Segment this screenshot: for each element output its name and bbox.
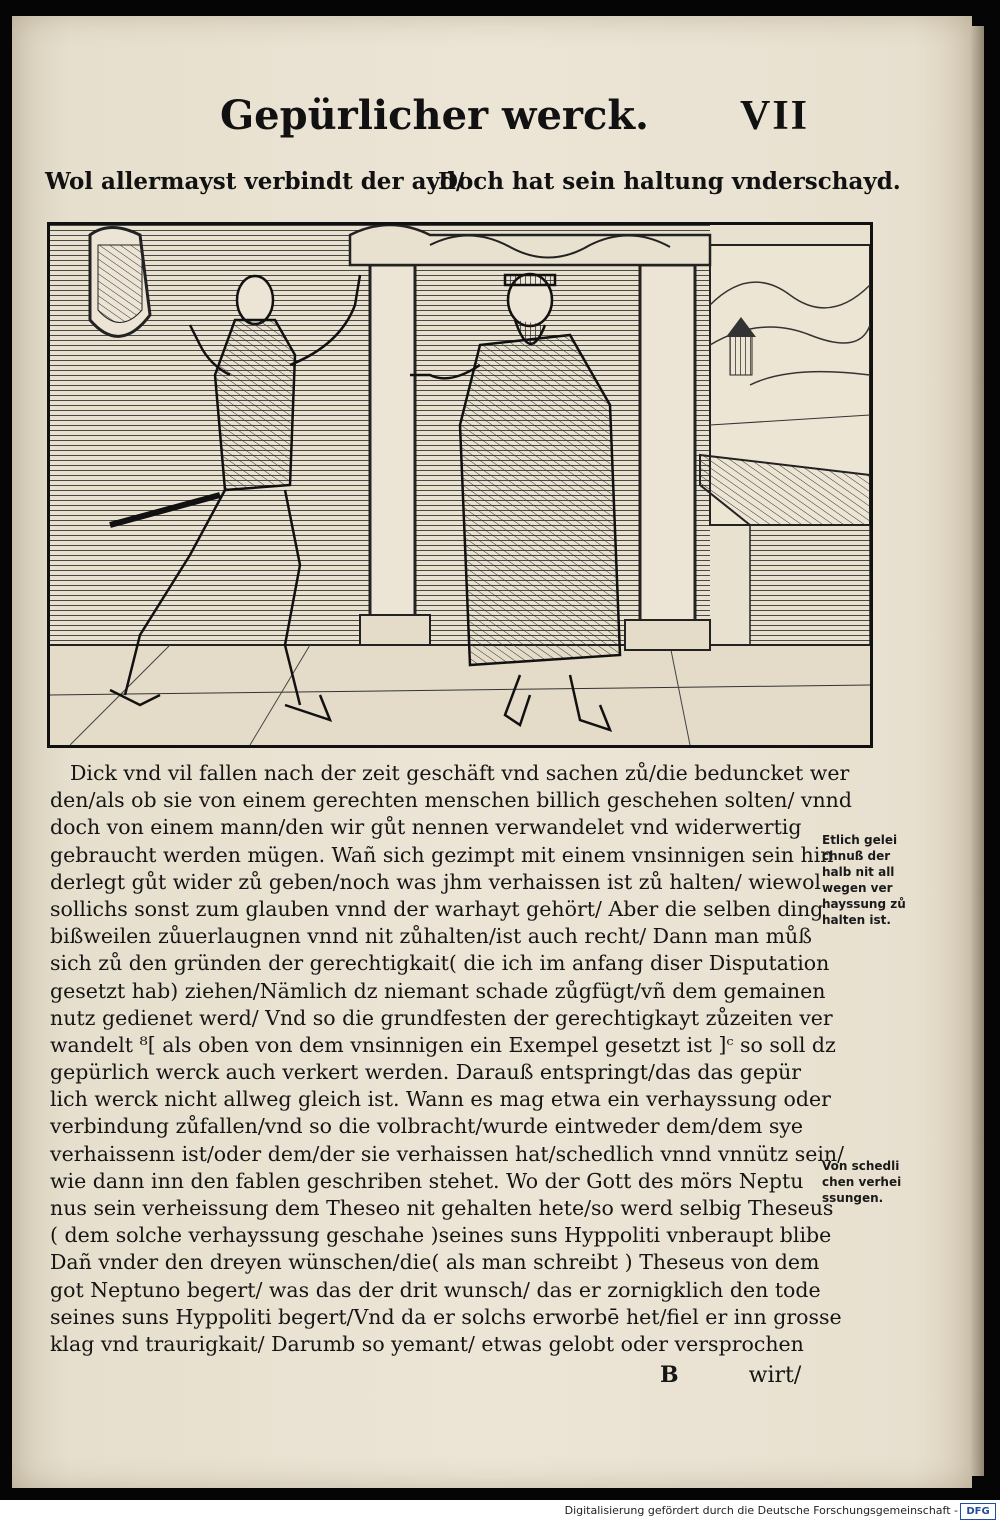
footer-bar <box>0 1500 1000 1523</box>
text-line: seines suns Hyppoliti begert/Vnd da er solchs erworbē het/fiel er inn grosse <box>50 1304 842 1329</box>
text-line: nus sein verheissung dem Theseo nit gehalten hete/so werd selbig Theseus <box>50 1196 834 1220</box>
page-edge <box>970 26 984 1476</box>
text-line: den/als ob sie von einem gerechten menschen billich geschehen solten/ vnnd <box>50 788 853 813</box>
text-line: verhaissenn ist/oder dem/der sie verhaissen hat/schedlich vnnd vnnütz sein/ <box>50 1141 845 1166</box>
marginal-line: Von schedli <box>822 1159 900 1173</box>
marginal-line: wegen ver <box>822 881 893 895</box>
catchword: wirt/ <box>748 1363 802 1388</box>
folio-number: VII <box>740 93 810 139</box>
column-left <box>370 265 415 625</box>
text-line: sollichs sonst zum glauben vnnd der warhayt gehört/ Aber die selben ding <box>50 896 824 921</box>
marginal-line: halten ist. <box>822 913 891 927</box>
catchword-line <box>660 1362 801 1388</box>
column-right <box>640 265 695 645</box>
text-line: gebraucht werden mügen. Wañ sich gezimpt mit einem vnsinnigen sein hin <box>50 842 834 867</box>
text-line: ( dem solche verhayssung geschahe )seines suns Hyppoliti vnberaupt blibe <box>50 1223 832 1248</box>
text-line: got Neptuno begert/ was das der drit wunsch/ das er zornigklich den tode <box>50 1277 821 1302</box>
text-line: sich zů den gründen der gerechtigkait( die ich im anfang diser Disputation <box>50 951 830 976</box>
text-line: derlegt gůt wider zů geben/noch was jhm verhaissen ist zů halten/ wiewol <box>50 869 821 894</box>
text-line: doch von einem mann/den wir gůt nennen verwandelet vnd widerwertig <box>50 815 802 840</box>
funding-credit: Digitalisierung gefördert durch die Deutsche Forschungsgemeinschaft - <box>564 1504 958 1517</box>
text-line: wandelt ⁸[ als oben von dem vnsinnigen ein Exempel gesetzt ist ]ᶜ so soll dz <box>50 1032 836 1057</box>
text-line: nutz gedienet werd/ Vnd so die grundfesten der gerechtigkayt zůzeiten ver <box>50 1005 833 1030</box>
marginal-line: chnuß der <box>822 849 891 863</box>
text-line: Dick vnd vil fallen nach der zeit geschäft vnd sachen zů/die beduncket wer <box>70 761 850 785</box>
marginal-line: Etlich gelei <box>822 833 898 847</box>
text-line: wie dann inn den fablen geschriben stehet. Wo der Gott des mörs Neptu <box>50 1168 804 1193</box>
marginal-line: ssungen. <box>822 1191 884 1205</box>
marginal-line: halb nit all <box>822 865 895 879</box>
motto-right: Doch hat sein haltung vnderschayd. <box>438 168 901 195</box>
marginal-line: chen verhei <box>822 1175 902 1189</box>
text-line: klag vnd traurigkait/ Darumb so yemant/ etwas gelobt oder versprochen <box>50 1331 804 1356</box>
motto-left: Wol allermayst verbindt der ayd/ <box>45 168 465 195</box>
marginal-note-1 <box>822 832 942 928</box>
text-line: gesetzt hab) ziehen/Nämlich dz niemant schade zůgfügt/vñ dem gemainen <box>50 978 826 1003</box>
marginal-note-2 <box>822 1158 942 1206</box>
signature-mark: B <box>660 1362 679 1388</box>
woodcut-illustration <box>47 222 873 748</box>
text-line: gepürlich werck auch verkert werden. Darauß entspringt/das das gepür <box>50 1060 802 1085</box>
text-line: Dañ vnder den dreyen wünschen/die( als man schreibt ) Theseus von dem <box>50 1250 820 1275</box>
text-line: lich werck nicht allweg gleich ist. Wann es mag etwa ein verhayssung oder <box>50 1087 831 1112</box>
text-line: verbindung zůfallen/vnd so die volbracht/wurde eintweder dem/dem sye <box>50 1114 804 1139</box>
dfg-logo: DFG <box>960 1503 996 1520</box>
woodcut-drawing <box>50 225 870 745</box>
marginal-line: hayssung zů <box>822 897 906 911</box>
text-line: bißweilen zůuerlaugnen vnnd nit zůhalten/ist auch recht/ Dann man můß <box>50 924 812 949</box>
running-head: Gepürlicher werck. <box>220 92 649 139</box>
